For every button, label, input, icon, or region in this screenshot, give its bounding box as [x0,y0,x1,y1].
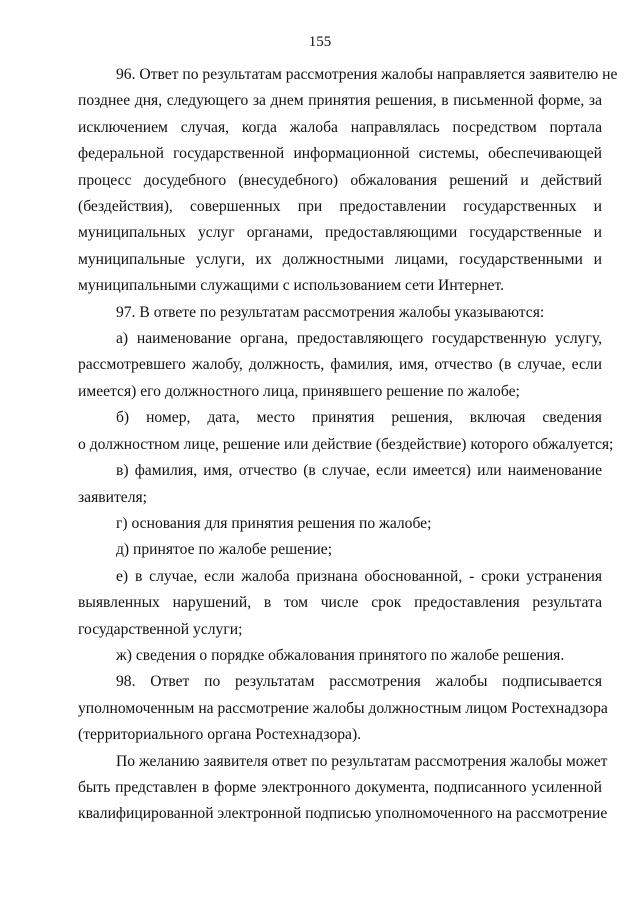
paragraph [78,326,602,405]
text-line: позднее дня, следующего за днем принятия решения, в письменной форме, за [78,92,602,110]
text-line: б) номер, дата, место принятия решения, включая сведения [116,409,602,427]
text-line: е) в случае, если жалоба признана обоснованной, - сроки устранения [116,567,602,585]
text-line: в) фамилия, имя, отчество (в случае, если имеется) или наименование [116,462,602,480]
text-line: выявленных нарушений, в том числе срок предоставления результата [78,594,602,612]
text-line: уполномоченным на рассмотрение жалобы должностным лицом Ростехнадзора [78,699,608,717]
paragraph [78,669,608,748]
text-line: муниципальными служащими с использованием сети Интернет. [78,277,505,295]
paragraph [78,749,608,828]
paragraph [78,564,602,643]
text-line: быть представлен в форме электронного документа, подписанного усиленной [78,778,602,796]
paragraph [78,537,602,563]
text-line: д) принятое по жалобе решение; [116,541,333,559]
text-line: исключением случая, когда жалоба направлялась посредством портала [78,118,602,136]
paragraph [78,300,602,326]
text-line: а) наименование органа, предоставляющего государственную услугу, [116,330,602,348]
text-line: (бездействия), совершенных при предоставлении государственных и [78,198,602,216]
text-line: рассмотревшего жалобу, должность, фамилия, имя, отчество (в случае, если [78,356,602,374]
paragraph [78,62,618,300]
paragraph [78,511,602,537]
document-body [78,62,618,828]
text-line: 98. Ответ по результатам рассмотрения жалобы подписывается [116,673,602,691]
text-line: (территориального органа Ростехнадзора). [78,726,362,744]
text-line: муниципальных услуг органами, предоставляющими государственные и [78,224,602,242]
text-line: о должностном лице, решение или действие (бездействие) которого обжалуется; [78,435,614,453]
text-line: квалифицированной электронной подписью уполномоченного на рассмотрение [78,805,608,823]
text-line: По желанию заявителя ответ по результатам рассмотрения жалобы может [116,752,608,770]
text-line: процесс досудебного (внесудебного) обжалования решений и действий [78,171,602,189]
text-line: федеральной государственной информационной системы, обеспечивающей [78,145,602,163]
text-line: г) основания для принятия решения по жалобе; [116,514,432,532]
text-line: муниципальные услуги, их должностными лицами, государственными и [78,250,602,268]
page-number: 155 [308,34,332,50]
text-line: ж) сведения о порядке обжалования принятого по жалобе решения. [116,646,565,664]
text-line: 97. В ответе по результатам рассмотрения жалобы указываются: [116,303,545,321]
paragraph [78,643,602,669]
text-line: 96. Ответ по результатам рассмотрения жалобы направляется заявителю не [116,66,618,83]
text-line: имеется) его должностного лица, принявшего решение по жалобе; [78,382,520,400]
paragraph [78,405,614,458]
text-line: заявителя; [78,488,147,506]
paragraph [78,458,602,511]
text-line: государственной услуги; [78,620,243,638]
